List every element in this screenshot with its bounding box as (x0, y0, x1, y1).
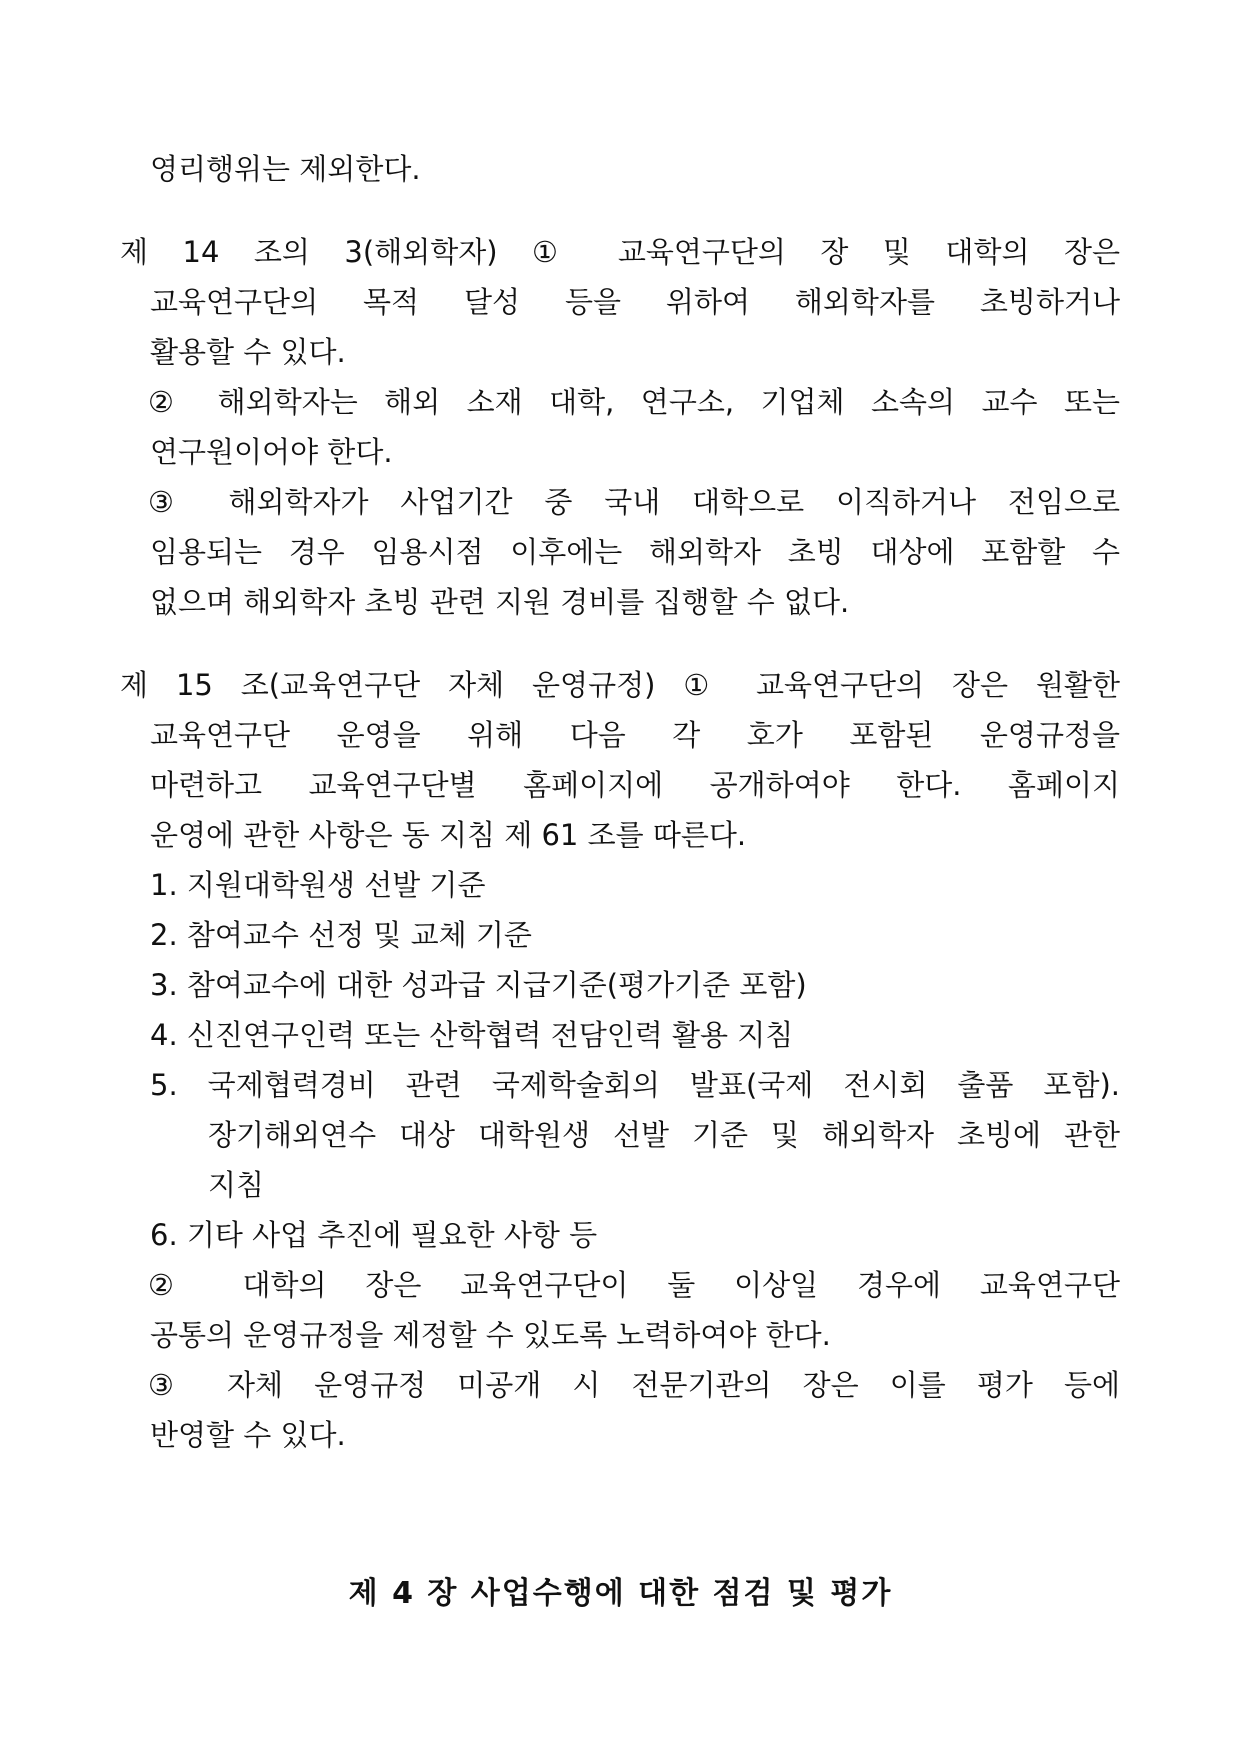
text-line: 활용할 수 있다. (150, 335, 346, 369)
text-line: 교육연구단의 목적 달성 등을 위하여 해외학자를 초빙하거나 (150, 285, 1120, 319)
list-item-6: 6. 기타 사업 추진에 필요한 사항 등 (150, 1218, 598, 1252)
text-line: 영리행위는 제외한다. (150, 152, 421, 186)
clause-2-line: ② 대학의 장은 교육연구단이 둘 이상일 경우에 교육연구단 (148, 1268, 1120, 1302)
list-item-3: 3. 참여교수에 대한 성과급 지급기준(평가기준 포함) (150, 968, 807, 1002)
text-line: 연구원이어야 한다. (150, 435, 393, 469)
list-item-5-continued: 지침 (208, 1168, 265, 1202)
list-item-1: 1. 지원대학원생 선발 기준 (150, 868, 486, 902)
text-line: 없으며 해외학자 초빙 관련 지원 경비를 집행할 수 없다. (150, 585, 850, 619)
list-item-2: 2. 참여교수 선정 및 교체 기준 (150, 918, 532, 952)
list-item-5-continued: 장기해외연수 대상 대학원생 선발 기준 및 해외학자 초빙에 관한 (208, 1118, 1120, 1152)
chapter-heading: 제 4 장 사업수행에 대한 점검 및 평가 (348, 1576, 893, 1611)
text-line: 임용되는 경우 임용시점 이후에는 해외학자 초빙 대상에 포함할 수 (150, 535, 1120, 569)
text-line: 반영할 수 있다. (150, 1418, 346, 1452)
clause-3-line: ③ 해외학자가 사업기간 중 국내 대학으로 이직하거나 전임으로 (148, 485, 1120, 519)
list-item-5: 5. 국제협력경비 관련 국제학술회의 발표(국제 전시회 출품 포함). (150, 1068, 1120, 1102)
clause-3-line: ③ 자체 운영규정 미공개 시 전문기관의 장은 이를 평가 등에 (148, 1368, 1120, 1402)
text-line: 교육연구단 운영을 위해 다음 각 호가 포함된 운영규정을 (150, 718, 1120, 752)
text-line: 공통의 운영규정을 제정할 수 있도록 노력하여야 한다. (150, 1318, 831, 1352)
clause-2-line: ② 해외학자는 해외 소재 대학, 연구소, 기업체 소속의 교수 또는 (148, 385, 1120, 419)
article-14-3-heading-line: 제 14 조의 3(해외학자) ① 교육연구단의 장 및 대학의 장은 (120, 235, 1120, 269)
text-line: 마련하고 교육연구단별 홈페이지에 공개하여야 한다. 홈페이지 (150, 768, 1120, 802)
article-15-heading-line: 제 15 조(교육연구단 자체 운영규정) ① 교육연구단의 장은 원활한 (120, 668, 1120, 702)
text-line: 운영에 관한 사항은 동 지침 제 61 조를 따른다. (150, 818, 747, 852)
list-item-4: 4. 신진연구인력 또는 산학협력 전담인력 활용 지침 (150, 1018, 794, 1052)
